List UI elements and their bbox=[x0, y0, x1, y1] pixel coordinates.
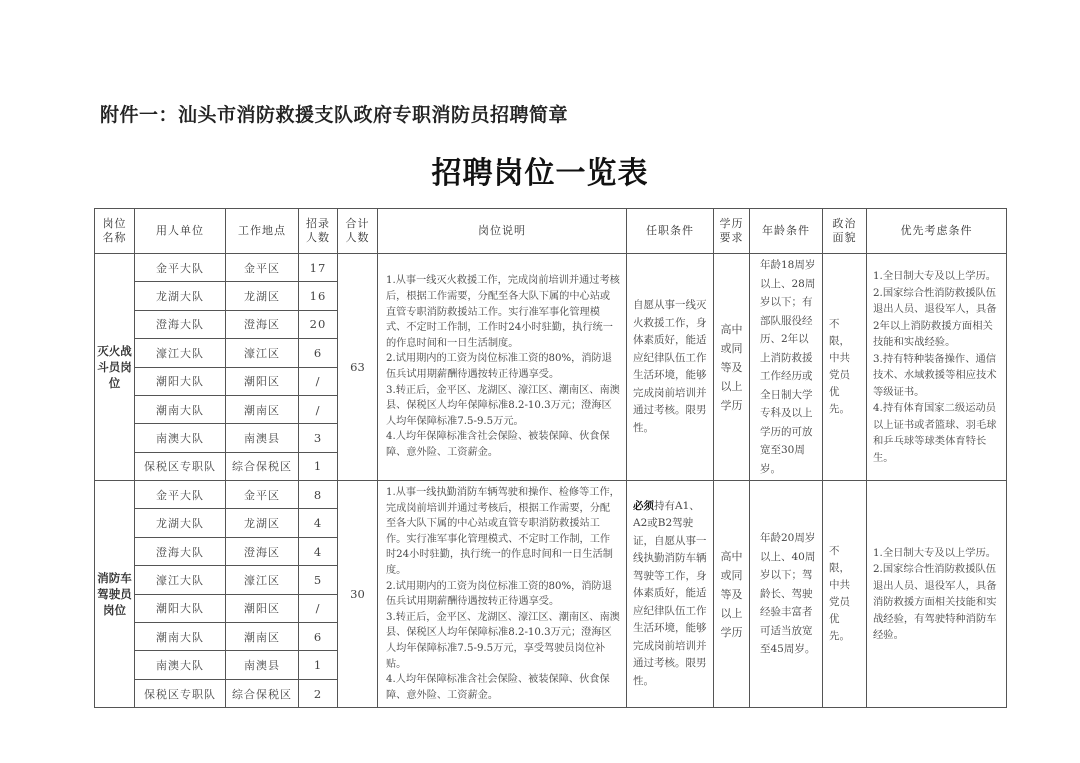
work-location-cell: 龙湖区 bbox=[226, 509, 299, 537]
job-description-item: 1.从事一线执勤消防车辆驾驶和操作、检修等工作，完成岗前培训并通过考核后，根据工作需要，分配至各大队下属的中心站或直管专职消防救援站工作。实行准军事化管理模式、不定时工作制，工作时24小时驻勤，执行统一的作息时间和一日生活制度。 bbox=[386, 487, 620, 576]
work-location-cell: 南澳县 bbox=[226, 424, 299, 452]
header-employer-unit: 用人单位 bbox=[135, 209, 226, 254]
header-recruit-count: 招录人数 bbox=[299, 209, 338, 254]
job-description-item: 2.试用期内的工资为岗位标准工资的80%，消防退伍兵试用期薪酬待遇按转正待遇享受。 bbox=[386, 353, 612, 380]
employer-unit-cell: 金平大队 bbox=[135, 254, 226, 282]
recruit-count-cell: 6 bbox=[299, 339, 338, 367]
employer-unit-cell: 潮南大队 bbox=[135, 395, 226, 423]
table-header-row bbox=[95, 209, 1007, 254]
work-location-cell: 潮阳区 bbox=[226, 594, 299, 622]
education-cell: 高中或同等及以上学历 bbox=[714, 481, 750, 708]
position-name-cell: 灭火战斗员岗位 bbox=[95, 254, 135, 481]
education-cell: 高中或同等及以上学历 bbox=[714, 254, 750, 481]
recruit-count-cell: 16 bbox=[299, 282, 338, 310]
recruit-count-cell: / bbox=[299, 594, 338, 622]
recruit-count-cell: 17 bbox=[299, 254, 338, 282]
header-age: 年龄条件 bbox=[750, 209, 823, 254]
job-description-item: 2.试用期内的工资为岗位标准工资的80%，消防退伍兵试用期薪酬待遇按转正待遇享受。 bbox=[386, 580, 612, 608]
recruit-count-cell: 2 bbox=[299, 679, 338, 707]
priority-item: 3.持有特种装备操作、通信技术、水域救援等相应技术等级证书。 bbox=[873, 352, 997, 398]
recruit-count-cell: 6 bbox=[299, 623, 338, 651]
table-row bbox=[95, 254, 1007, 282]
total-count-cell: 30 bbox=[338, 481, 378, 708]
requirements-text: 自愿从事一线灭火救援工作，身体素质好，能适应纪律队伍工作生活环境，能够完成岗前培训并通过考核。限男性。 bbox=[633, 299, 707, 434]
employer-unit-cell: 龙湖大队 bbox=[135, 282, 226, 310]
recruit-count-cell: 5 bbox=[299, 566, 338, 594]
employer-unit-cell: 南澳大队 bbox=[135, 651, 226, 679]
employer-unit-cell: 潮阳大队 bbox=[135, 367, 226, 395]
recruit-count-cell: 8 bbox=[299, 481, 338, 509]
priority-item: 1.全日制大专及以上学历。 bbox=[873, 270, 997, 282]
requirements-emphasis: 必须 bbox=[633, 499, 654, 512]
work-location-cell: 龙湖区 bbox=[226, 282, 299, 310]
employer-unit-cell: 澄海大队 bbox=[135, 310, 226, 338]
work-location-cell: 金平区 bbox=[226, 481, 299, 509]
employer-unit-cell: 澄海大队 bbox=[135, 537, 226, 565]
work-location-cell: 濠江区 bbox=[226, 566, 299, 594]
age-cell: 年龄20周岁以上、40周岁以下；驾龄长、驾驶经验丰富者可适当放宽至45周岁。 bbox=[750, 481, 823, 708]
employer-unit-cell: 保税区专职队 bbox=[135, 679, 226, 707]
work-location-cell: 澄海区 bbox=[226, 310, 299, 338]
requirements-cell bbox=[627, 254, 714, 481]
priority-item: 4.持有体育国家二级运动员以上证书或者篮球、羽毛球和乒乓球等球类体育特长生。 bbox=[873, 402, 997, 464]
recruit-count-cell: 3 bbox=[299, 424, 338, 452]
priority-item: 2.国家综合性消防救援队伍退出人员、退役军人，具备消防救援方面相关技能和实战经验，有驾驶特种消防车经验。 bbox=[873, 563, 997, 642]
work-location-cell: 金平区 bbox=[226, 254, 299, 282]
header-education: 学历要求 bbox=[714, 209, 750, 254]
table-row bbox=[95, 481, 1007, 509]
employer-unit-cell: 潮阳大队 bbox=[135, 594, 226, 622]
recruit-count-cell: 1 bbox=[299, 452, 338, 480]
header-job-description: 岗位说明 bbox=[378, 209, 627, 254]
recruit-count-cell: 4 bbox=[299, 509, 338, 537]
recruit-count-cell: / bbox=[299, 395, 338, 423]
header-work-location: 工作地点 bbox=[226, 209, 299, 254]
employer-unit-cell: 濠江大队 bbox=[135, 339, 226, 367]
job-description-cell bbox=[378, 254, 627, 481]
recruit-count-cell: 4 bbox=[299, 537, 338, 565]
employer-unit-cell: 潮南大队 bbox=[135, 623, 226, 651]
recruit-count-cell: 20 bbox=[299, 310, 338, 338]
job-description-item: 3.转正后，金平区、龙湖区、濠江区、潮南区、南澳县、保税区人均年保障标准8.2-10.3万元；澄海区人均年保障标准7.5-9.5万元，享受驾驶员岗位补贴。 bbox=[386, 611, 620, 670]
total-count-cell: 63 bbox=[338, 254, 378, 481]
age-cell: 年龄18周岁以上、28周岁以下；有部队服役经历、2年以上消防救援工作经历或全日制大学专科及以上学历的可放宽至30周岁。 bbox=[750, 254, 823, 481]
priority-cell bbox=[867, 254, 1007, 481]
priority-item: 2.国家综合性消防救援队伍退出人员、退役军人，具备2年以上消防救援方面相关技能和实战经验。 bbox=[873, 286, 997, 348]
position-name-cell: 消防车驾驶员岗位 bbox=[95, 481, 135, 708]
header-total-count: 合计人数 bbox=[338, 209, 378, 254]
job-description-item: 1.从事一线灭火救援工作，完成岗前培训并通过考核后，根据工作需要，分配至各大队下属的中心站或直管专职消防救援站工作。实行准军事化管理模式、不定时工作制，工作时24小时驻勤，执行统一的作息时间和一日生活制度。 bbox=[386, 275, 620, 349]
job-description-item: 4.人均年保障标准含社会保险、被装保障、伙食保障、意外险、工资薪金。 bbox=[386, 431, 610, 458]
employer-unit-cell: 龙湖大队 bbox=[135, 509, 226, 537]
work-location-cell: 澄海区 bbox=[226, 537, 299, 565]
work-location-cell: 综合保税区 bbox=[226, 679, 299, 707]
job-description-cell bbox=[378, 481, 627, 708]
priority-cell bbox=[867, 481, 1007, 708]
document-title: 招聘岗位一览表 bbox=[431, 156, 649, 191]
political-status-cell: 不限，中共党员优先。 bbox=[823, 254, 867, 481]
work-location-cell: 综合保税区 bbox=[226, 452, 299, 480]
header-priority: 优先考虑条件 bbox=[867, 209, 1007, 254]
job-description-item: 3.转正后，金平区、龙湖区、濠江区、潮南区、南澳县、保税区人均年保障标准8.2-10.3万元；澄海区人均年保障标准7.5-9.5万元。 bbox=[386, 384, 620, 427]
employer-unit-cell: 金平大队 bbox=[135, 481, 226, 509]
recruitment-positions-table bbox=[94, 208, 1007, 708]
requirements-cell bbox=[627, 481, 714, 708]
recruit-count-cell: 1 bbox=[299, 651, 338, 679]
work-location-cell: 潮南区 bbox=[226, 395, 299, 423]
employer-unit-cell: 濠江大队 bbox=[135, 566, 226, 594]
job-description-item: 4.人均年保障标准含社会保险、被装保障、伙食保障、意外险、工资薪金。 bbox=[386, 674, 610, 701]
work-location-cell: 潮阳区 bbox=[226, 367, 299, 395]
work-location-cell: 南澳县 bbox=[226, 651, 299, 679]
header-requirements: 任职条件 bbox=[627, 209, 714, 254]
recruit-count-cell: / bbox=[299, 367, 338, 395]
employer-unit-cell: 保税区专职队 bbox=[135, 452, 226, 480]
priority-item: 1.全日制大专及以上学历。 bbox=[873, 546, 997, 559]
header-political-status: 政治面貌 bbox=[823, 209, 867, 254]
work-location-cell: 潮南区 bbox=[226, 623, 299, 651]
requirements-text: 持有A1、A2或B2驾驶证，自愿从事一线执勤消防车辆驾驶等工作，身体素质好，能适应纪律队伍工作生活环境，能够完成岗前培训并通过考核。限男性。 bbox=[633, 499, 707, 687]
employer-unit-cell: 南澳大队 bbox=[135, 424, 226, 452]
political-status-cell: 不限，中共党员优先。 bbox=[823, 481, 867, 708]
document-heading: 附件一：汕头市消防救援支队政府专职消防员招聘简章 bbox=[100, 104, 569, 126]
header-position-name: 岗位名称 bbox=[95, 209, 135, 254]
work-location-cell: 濠江区 bbox=[226, 339, 299, 367]
